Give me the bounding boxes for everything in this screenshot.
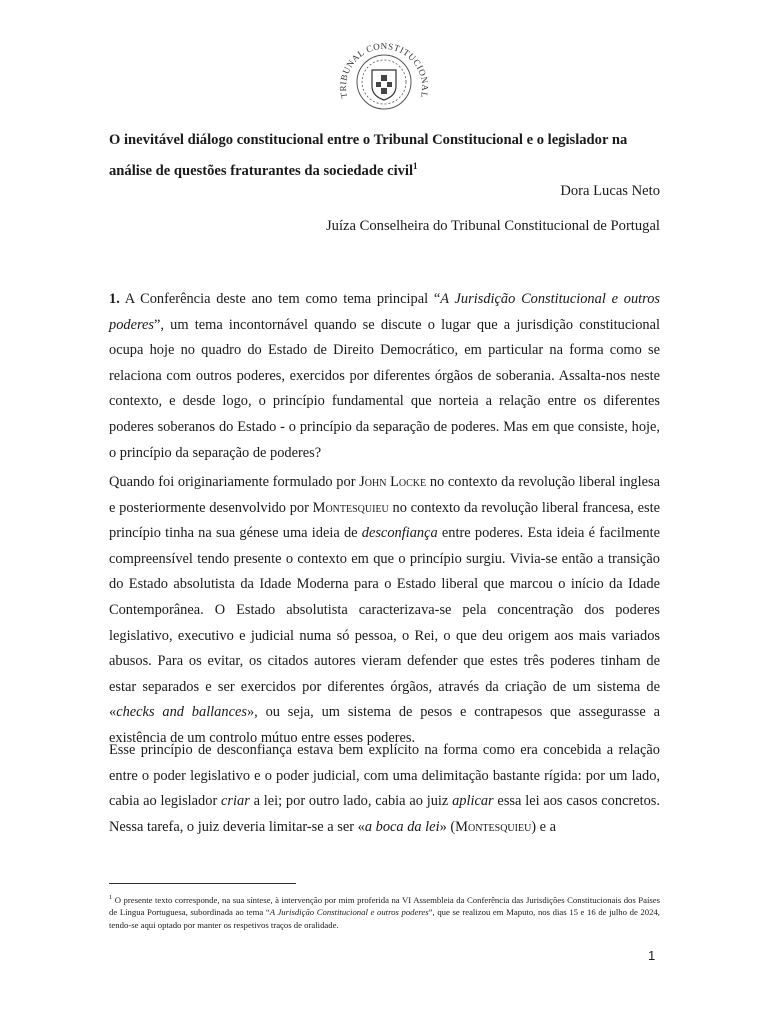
tribunal-constitucional-seal-logo [338, 34, 430, 126]
text-segment: ”, um tema incontornável quando se discute o lugar que a jurisdição constitucional ocupa hoje no quadro do Estado de Direito Democrático, em particular na forma como se relaciona com outros poderes, exercidos por diferentes órgãos de soberania. Assalta-nos neste contexto, e desde logo, o princípio fundamental que norteia a relação entre os diferentes poderes soberanos do Estado - o princípio da separação de poderes. Mas em que consiste, hoje, o princípio da separação de poderes? [109, 316, 660, 461]
paragraph-3 [109, 738, 660, 840]
title-footnote-ref: 1 [413, 161, 418, 171]
document-title [109, 127, 661, 184]
italic-segment: a boca da lei [364, 818, 440, 835]
footnote-1 [109, 892, 660, 932]
author-name-smallcaps: John Locke [359, 474, 427, 490]
paragraph-1 [109, 287, 660, 466]
text-segment: no contexto da revolução liberal francesa, este princípio tinha na sua génese uma ideia de [109, 499, 660, 542]
svg-text:TRIBUNAL CONSTITUCIONAL: TRIBUNAL CONSTITUCIONAL [338, 41, 430, 100]
italic-segment: aplicar [452, 793, 494, 810]
document-title-text: O inevitável diálogo constitucional entre o Tribunal Constitucional e o legislador na análise de questões fraturantes da sociedade civil [109, 132, 628, 179]
text-segment: essa lei aos casos concretos. Nessa tarefa, o juiz deveria limitar-se a ser « [109, 793, 661, 835]
italic-segment: criar [221, 793, 250, 810]
text-segment: entre poderes. Esta ideia é facilmente compreensível tendo presente o contexto em que o princípio surgiu. Vivia-se então a transição do Estado absolutista da Idade Moderna para o Estado liberal que marcou o início da Idade Contemporânea. O Estado absolutista caracterizava-se pela concentração dos poderes legislativo, executivo e judicial numa só pessoa, o Rei, o que deu origem aos mais variados abusos. Para os evitar, os citados autores vieram defender que estes três poderes tinham de estar separados e ser exercidos por diferentes órgãos, através da criação de um sistema de « [109, 525, 660, 721]
author-name-smallcaps: Montesquieu [312, 499, 389, 516]
italic-segment: A Jurisdição Constitucional e outros poderes [109, 291, 660, 333]
footnote-divider [109, 883, 296, 884]
author-name-smallcaps: Montesquieu [455, 818, 532, 835]
italic-segment: A Jurisdição Constitucional e outros poderes [269, 907, 429, 918]
italic-segment: desconfiança [361, 525, 438, 542]
text-segment: a lei; por outro lado, cabia ao juiz [249, 793, 453, 810]
text-segment: A Conferência deste ano tem como tema principal “ [119, 291, 441, 307]
text-segment: Quando foi originariamente formulado por [109, 474, 360, 490]
paragraph-number: 1. [109, 291, 120, 307]
page-number: 1 [648, 948, 656, 963]
paragraph-2 [109, 470, 660, 752]
text-segment: » ( [439, 818, 456, 835]
text-segment: ) e a [531, 818, 557, 835]
text-segment: ”, que se realizou em Maputo, nos dias 15 e 16 de julho de 2024, tendo-se aqui optado por manter os respetivos traços de oralidade. [109, 907, 660, 931]
text-segment: no contexto da revolução liberal inglesa e posteriormente desenvolvido por [109, 474, 660, 516]
author-name: Dora Lucas Neto [560, 183, 660, 199]
text-segment: », ou seja, um sistema de pesos e contrapesos que assegurasse a existência de um controlo mútuo entre esses poderes. [109, 704, 660, 746]
footnote-ref: 1 [109, 894, 113, 901]
text-segment: O presente texto corresponde, na sua síntese, à intervenção por mim proferida na VI Assembleia da Conferência das Jurisdições Constitucionais dos Países de Língua Portuguesa, subordinada ao tema “ [109, 894, 660, 918]
italic-segment: checks and ballances [116, 704, 247, 721]
author-role: Juíza Conselheira do Tribunal Constitucional de Portugal [325, 218, 660, 234]
text-segment: Esse princípio de desconfiança estava bem explícito na forma como era concebida a relação entre o poder legislativo e o poder judicial, com uma delimitação bastante rígida: por um lado, cabia ao legislador [109, 742, 660, 810]
